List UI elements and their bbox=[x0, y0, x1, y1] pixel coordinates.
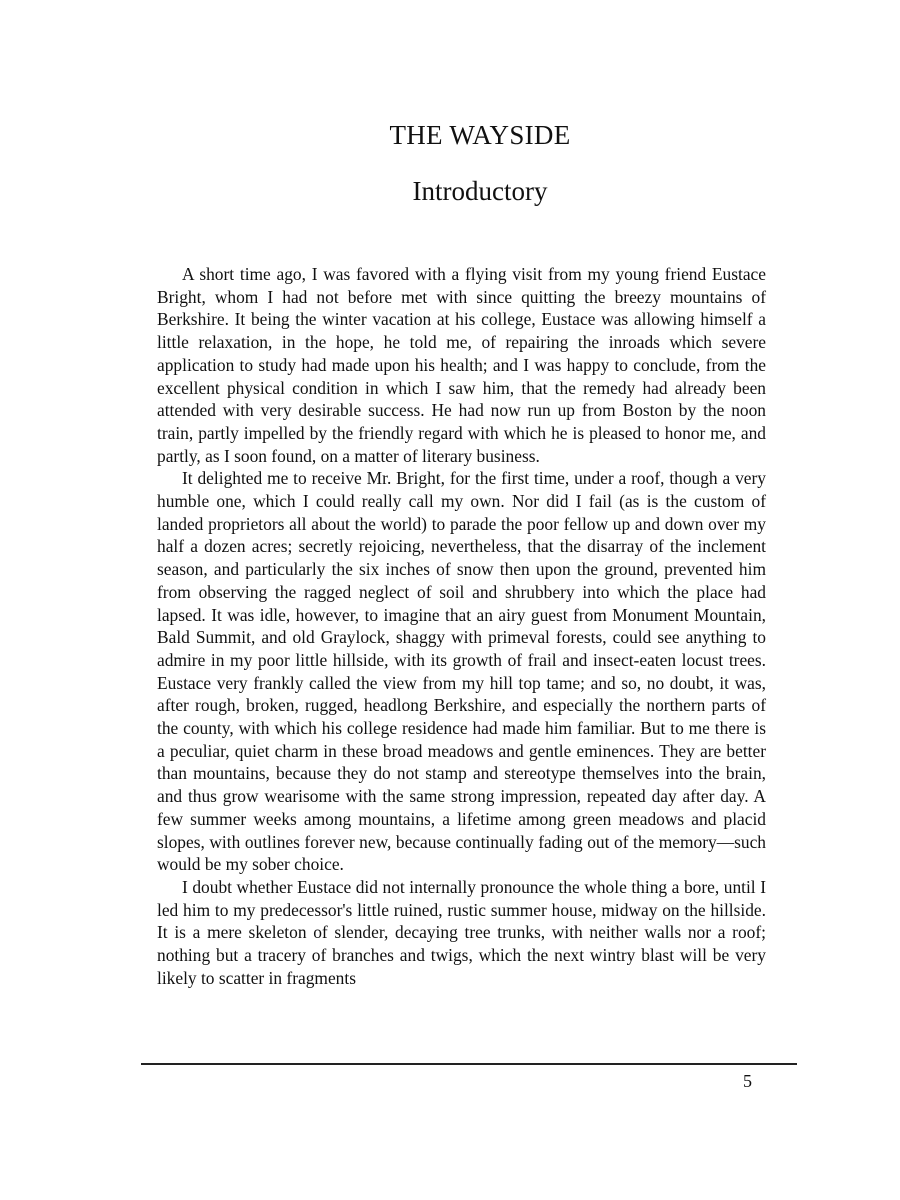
paragraph: A short time ago, I was favored with a flying visit from my young friend Eustace Bright, whom I had not before met with since quitting the breezy mountains of Berkshire. It being the winter vacation at his college, Eustace was allowing himself a little relaxation, in the hope, he told me, of repairing the inroads which severe application to study had made upon his health; and I was happy to conclude, from the excellent physical condition in which I saw him, that the remedy had already been attended with very desirable success. He had now run up from Boston by the noon train, partly impelled by the friendly regard with which he is pleased to honor me, and partly, as I soon found, on a matter of literary business. bbox=[157, 264, 766, 466]
chapter-title: THE WAYSIDE bbox=[389, 120, 571, 150]
footer-rule bbox=[141, 1063, 797, 1065]
body-text bbox=[157, 263, 766, 990]
paragraph: I doubt whether Eustace did not internally pronounce the whole thing a bore, until I led him to my predecessor's little ruined, rustic summer house, midway on the hillside. It is a mere skeleton of slender, decaying tree trunks, with neither walls nor a roof; nothing but a tracery of branches and twigs, which the next wintry blast will be very likely to scatter in fragments bbox=[157, 876, 766, 988]
chapter-subtitle: Introductory bbox=[412, 176, 548, 206]
paragraph: It delighted me to receive Mr. Bright, for the first time, under a roof, though a very humble one, which I could really call my own. Nor did I fail (as is the custom of landed proprietors all about the world) to parade the poor fellow up and down over my half a dozen acres; secretly rejoicing, nevertheless, that the disarray of the inclement season, and particularly the six inches of snow then upon the ground, prevented him from observing the ragged neglect of soil and shrubbery into which the place had lapsed. It was idle, however, to imagine that an airy guest from Monument Mountain, Bald Summit, and old Graylock, shaggy with primeval forests, could see anything to admire in my poor little hillside, with its growth of frail and insect-eaten locust trees. Eustace very frankly called the view from my hill top tame; and so, no doubt, it was, after rough, broken, rugged, headlong Berkshire, and especially the northern parts of the county, with which his college residence had made him familiar. But to me there is a peculiar, quiet charm in these broad meadows and gentle eminences. They are better than mountains, because they do not stamp and stereotype themselves into the brain, and thus grow wearisome with the same strong impression, repeated day after day. A few summer weeks among mountains, a lifetime among green meadows and placid slopes, with outlines forever new, because continually fading out of the memory—such would be my sober choice. bbox=[157, 468, 766, 875]
page-number: 5 bbox=[743, 1071, 752, 1091]
